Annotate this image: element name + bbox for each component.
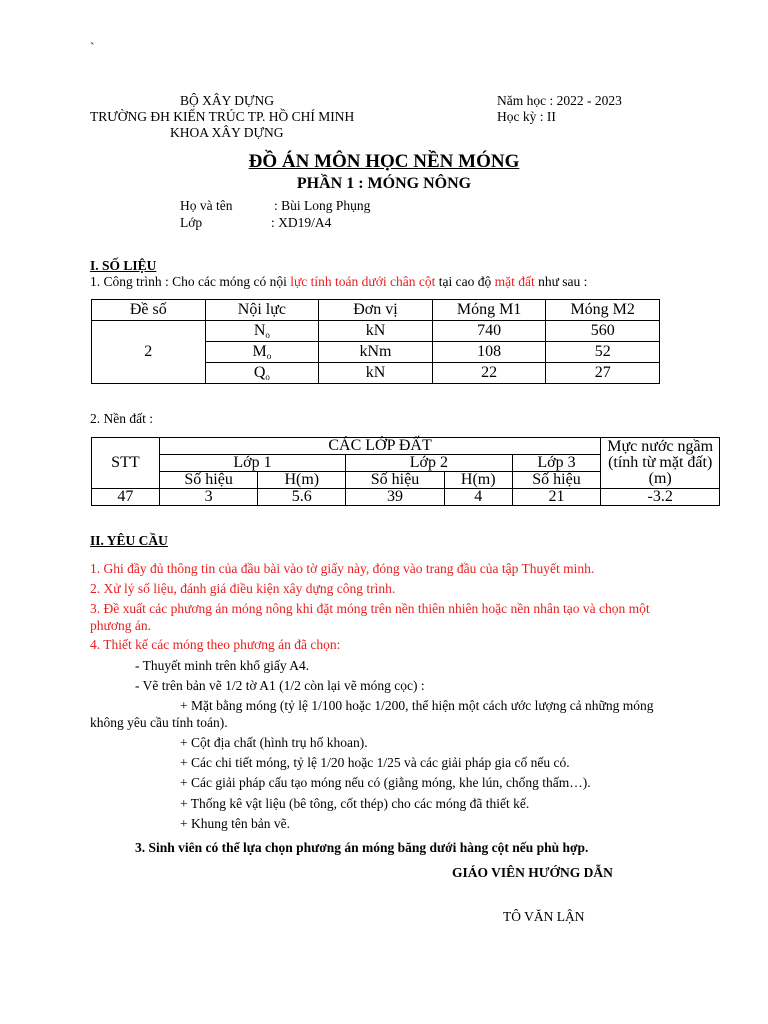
- item-2-text: 2. Nền đất :: [90, 411, 153, 426]
- code-header: Số hiệu: [512, 472, 601, 489]
- section-1-heading: I. SỐ LIỆU: [90, 258, 157, 273]
- bullet-5: + Thống kê vật liệu (bê tông, cốt thép) cho các móng đã thiết kế.: [180, 796, 530, 811]
- advisor-name: TÔ VĂN LẬN: [503, 909, 585, 924]
- table-row: [92, 321, 660, 342]
- code-header: Số hiệu: [346, 472, 445, 489]
- sub-item-1: - Thuyết minh trên khổ giấy A4.: [135, 658, 310, 673]
- bullet-3: + Các chi tiết móng, tỷ lệ 1/20 hoặc 1/25 và các giải pháp gia cố nếu có.: [180, 755, 570, 770]
- requirement-2: 2. Xử lý số liệu, đánh giá điều kiện xây dựng công trình.: [90, 581, 396, 596]
- table-header: Nội lực: [205, 300, 319, 321]
- stt-cell: 47: [92, 489, 160, 506]
- section-2-heading: II. YÊU CẦU: [90, 533, 168, 548]
- height-header: H(m): [444, 472, 512, 489]
- force-cell: $Q_o$: [205, 363, 319, 384]
- force-cell: $N_o$: [205, 321, 319, 342]
- student-name-label: Họ và tên: [180, 198, 233, 213]
- sub-item-2: - Vẽ trên bản vẽ 1/2 tờ A1 (1/2 còn lại vẽ móng cọc) :: [135, 678, 425, 693]
- unit-cell: kN: [319, 363, 433, 384]
- m1-cell: 22: [432, 363, 546, 384]
- school-year: Năm học : 2022 - 2023: [497, 93, 622, 108]
- m1-cell: 108: [432, 342, 546, 363]
- m2-cell: 52: [546, 342, 660, 363]
- table-header: Móng M2: [546, 300, 660, 321]
- table-header: Đề số: [92, 300, 206, 321]
- stt-header: STT: [92, 438, 160, 489]
- page-mark: `: [90, 40, 95, 55]
- layers-header: CÁC LỚP ĐẤT: [159, 438, 601, 455]
- advisor-title: GIÁO VIÊN HƯỚNG DẪN: [452, 865, 613, 880]
- layer-1-height-cell: 5.6: [258, 489, 346, 506]
- code-header: Số hiệu: [159, 472, 258, 489]
- m2-cell: 560: [546, 321, 660, 342]
- unit-cell: kNm: [319, 342, 433, 363]
- layer-1-code-cell: 3: [159, 489, 258, 506]
- bullet-4: + Các giải pháp cấu tạo móng nếu có (giằng móng, khe lún, chống thấm…).: [180, 775, 591, 790]
- table-header: Đơn vị: [319, 300, 433, 321]
- item-1-text: 1. Công trình : Cho các móng có nội lực tính toán dưới chân cột tại cao độ mặt đất như sau :: [90, 274, 588, 289]
- height-header: H(m): [258, 472, 346, 489]
- layer-3-code-cell: 21: [512, 489, 601, 506]
- force-cell: $M_o$: [205, 342, 319, 363]
- document-subtitle: PHẦN 1 : MÓNG NÔNG: [296, 175, 472, 192]
- layer-2-code-cell: 39: [346, 489, 445, 506]
- requirement-1: 1. Ghi đầy đủ thông tin của đầu bài vào tờ giấy này, đóng vào trang đầu của tập Thuyết minh.: [90, 561, 595, 576]
- note-line: 3. Sinh viên có thể lựa chọn phương án móng băng dưới hàng cột nếu phù hợp.: [135, 840, 589, 855]
- table-row: [92, 489, 720, 506]
- table-header-row: [92, 300, 660, 321]
- student-class-value: : XD19/A4: [271, 215, 332, 230]
- m2-cell: 27: [546, 363, 660, 384]
- layer-3-header: Lớp 3: [512, 455, 601, 472]
- faculty-name: KHOA XÂY DỰNG: [170, 125, 284, 140]
- layer-2-height-cell: 4: [444, 489, 512, 506]
- water-level-header: Mực nước ngầm (tính từ mặt đất) (m): [601, 438, 720, 489]
- bullet-1-line-1: + Mặt bằng móng (tỷ lệ 1/100 hoặc 1/200, thể hiện một cách ước lượng cả những móng: [180, 698, 654, 713]
- student-name-value: : Bùi Long Phụng: [274, 198, 371, 213]
- de-so-cell: 2: [92, 321, 206, 384]
- bullet-2: + Cột địa chất (hình trụ hố khoan).: [180, 735, 368, 750]
- soil-layers-table: [91, 437, 720, 506]
- m1-cell: 740: [432, 321, 546, 342]
- requirement-4: 4. Thiết kế các móng theo phương án đã chọn:: [90, 637, 341, 652]
- requirement-3-line-2: phương án.: [90, 618, 151, 633]
- unit-cell: kN: [319, 321, 433, 342]
- layer-2-header: Lớp 2: [346, 455, 512, 472]
- semester: Học kỳ : II: [497, 109, 556, 124]
- requirement-3-line-1: 3. Đề xuất các phương án móng nông khi đặt móng trên nền thiên nhiên hoặc nền nhân tạo và chọn một: [90, 601, 650, 616]
- document-title: ĐỒ ÁN MÔN HỌC NỀN MÓNG: [248, 151, 520, 172]
- bullet-1-line-2: không yêu cầu tính toán).: [90, 715, 228, 730]
- university-name: TRƯỜNG ĐH KIẾN TRÚC TP. HỒ CHÍ MINH: [90, 109, 355, 124]
- bullet-6: + Khung tên bản vẽ.: [180, 816, 290, 831]
- ministry-name: BỘ XÂY DỰNG: [180, 93, 274, 108]
- water-level-cell: -3.2: [601, 489, 720, 506]
- forces-table: [91, 299, 660, 384]
- layer-1-header: Lớp 1: [159, 455, 345, 472]
- table-header-row: [92, 438, 720, 455]
- student-class-label: Lớp: [180, 215, 203, 230]
- table-header: Móng M1: [432, 300, 546, 321]
